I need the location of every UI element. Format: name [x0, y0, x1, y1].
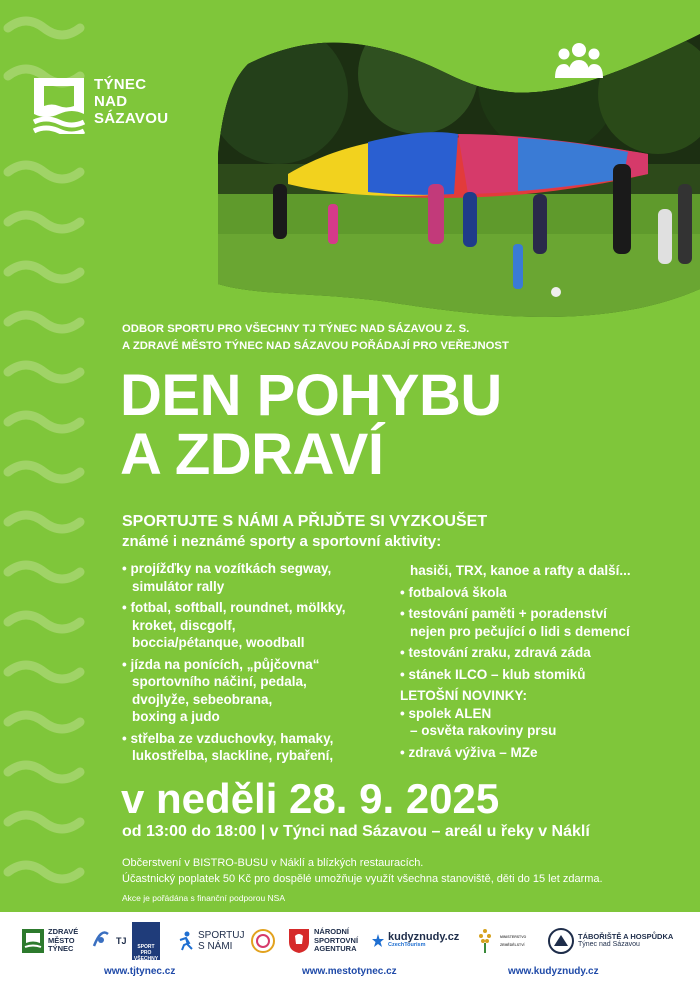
- title-line-1: DEN POHYBU: [120, 363, 502, 428]
- activity-item: • stánek ILCO – klub stomiků: [400, 666, 695, 684]
- nsa-label: NÁRODNÍ SPORTOVNÍ AGENTURA: [314, 927, 359, 954]
- wave-decoration: [0, 0, 90, 912]
- sponsor-zdrave-mesto[interactable]: [22, 922, 78, 960]
- logo-line-2: NAD: [94, 93, 128, 110]
- anniversary-logo-icon: [250, 928, 276, 954]
- activity-item: • fotbalová škola: [400, 584, 695, 602]
- logo-line-1: TÝNEC: [94, 76, 147, 93]
- activities-right-list: [400, 584, 695, 684]
- sportuj-label: SPORTUJ S NÁMI: [198, 930, 245, 952]
- sponsor-tj[interactable]: [90, 922, 127, 960]
- url-tjtynec-link[interactable]: www.tjtynec.cz: [104, 966, 176, 977]
- town-logo[interactable]: [32, 76, 168, 134]
- mze-label: MINISTERSTVO ZEMĚDĚLSTVÍ: [500, 934, 527, 947]
- taboriste-tent-icon: [548, 928, 574, 954]
- organizer-line-1: ODBOR SPORTU PRO VŠECHNY TJ TÝNEC NAD SÁZAVOU Z. S.: [122, 323, 470, 335]
- town-logo-text: [94, 76, 168, 127]
- activity-continuation: hasiči, TRX, kanoe a rafty a další...: [410, 563, 631, 578]
- news-item: • zdravá výživa – MZe: [400, 744, 695, 762]
- organizer-text: [122, 321, 509, 355]
- sponsor-taboriste[interactable]: [548, 922, 673, 960]
- news-item: • spolek ALEN – osvěta rakoviny prsu: [400, 705, 695, 740]
- info-line-2: Účastnický poplatek 50 Kč pro dospělé umožňuje využít všechna stanoviště, děti do 15 let zdarma.: [122, 873, 603, 885]
- tj-label: TJ: [116, 935, 127, 946]
- logo-line-3: SÁZAVOU: [94, 110, 169, 127]
- tagline-subheading: známé i neznámé sporty a sportovní aktivity:: [122, 533, 442, 550]
- town-logo-mark-icon: [32, 76, 86, 134]
- town-logo-small-icon: [22, 929, 44, 953]
- funding-note: Akce je pořádána s finanční podporou NSA: [122, 893, 286, 903]
- activity-item: • jízda na ponících, „půjčovna“ sportovního náčiní, pedala, dvojlyže, sebeobrana, boxing a judo: [122, 656, 392, 726]
- tj-logo-icon: [90, 926, 112, 956]
- url-kudyznudy-link[interactable]: www.kudyznudy.cz: [508, 966, 599, 977]
- sponsor-kudyznudy[interactable]: [372, 922, 459, 960]
- sponsor-logos: [0, 922, 700, 968]
- mze-wheat-icon: [474, 927, 496, 955]
- sport-pro-vsechny-badge: SPORT PRO VŠECHNY: [132, 922, 160, 960]
- event-info: [122, 855, 603, 887]
- sponsor-round-logo[interactable]: [250, 922, 276, 960]
- activity-item: • testování paměti + poradenství nejen pro pečující o lidi s demencí: [400, 605, 695, 640]
- sponsor-nsa[interactable]: [288, 922, 358, 960]
- zdrave-mesto-label: ZDRAVÉ MĚSTO TÝNEC: [48, 927, 79, 954]
- taboriste-name: TÁBOŘIŠTĚ A HOSPŮDKA: [578, 931, 674, 941]
- kudyznudy-label: kudyznudy.cz: [388, 930, 460, 943]
- sponsor-mze[interactable]: [474, 922, 540, 960]
- czech-coat-of-arms-icon: [288, 928, 310, 954]
- news-heading: LETOŠNÍ NOVINKY:: [400, 688, 528, 703]
- url-mestotynec-link[interactable]: www.mestotynec.cz: [302, 966, 397, 977]
- activity-item: • projížďky na vozítkách segway, simulátor rally: [122, 560, 392, 595]
- info-line-1: Občerstvení v BISTRO-BUSU v Náklí a blízkých restauracích.: [122, 857, 424, 869]
- event-photo: [218, 34, 700, 318]
- sponsor-sport-pro-vsechny[interactable]: [132, 922, 160, 960]
- people-group-icon: [552, 40, 606, 80]
- activity-item: • střelba ze vzduchovky, hamaky, lukostřelba, slackline, rybaření,: [122, 730, 392, 765]
- activities-right-column: [400, 562, 695, 765]
- activity-item: • fotbal, softball, roundnet, mölkky, kroket, discgolf, boccia/pétanque, woodball: [122, 599, 392, 652]
- runner-icon: [176, 931, 194, 951]
- sponsor-sportuj-s-nami[interactable]: [176, 922, 245, 960]
- event-date: v neděli 28. 9. 2025: [121, 775, 500, 822]
- activities-left-list: [122, 560, 392, 765]
- star-icon: [372, 934, 384, 948]
- activities-left-column: [122, 560, 392, 769]
- czechtourism-label: CzechTourism: [388, 942, 426, 948]
- news-list: [400, 705, 695, 762]
- footer: [0, 912, 700, 989]
- event-time-place: od 13:00 do 18:00 | v Týnci nad Sázavou – areál u řeky v Náklí: [122, 823, 590, 840]
- tagline-heading: SPORTUJTE S NÁMI A PŘIJĎTE SI VYZKOUŠET: [122, 513, 488, 530]
- title-line-2: A ZDRAVÍ: [120, 422, 384, 487]
- event-title: [120, 363, 502, 487]
- activity-item: • testování zraku, zdravá záda: [400, 644, 695, 662]
- organizer-line-2: A ZDRAVÉ MĚSTO TÝNEC NAD SÁZAVOU POŘÁDAJÍ PRO VEŘEJNOST: [122, 340, 509, 352]
- taboriste-place: Týnec nad Sázavou: [578, 941, 640, 948]
